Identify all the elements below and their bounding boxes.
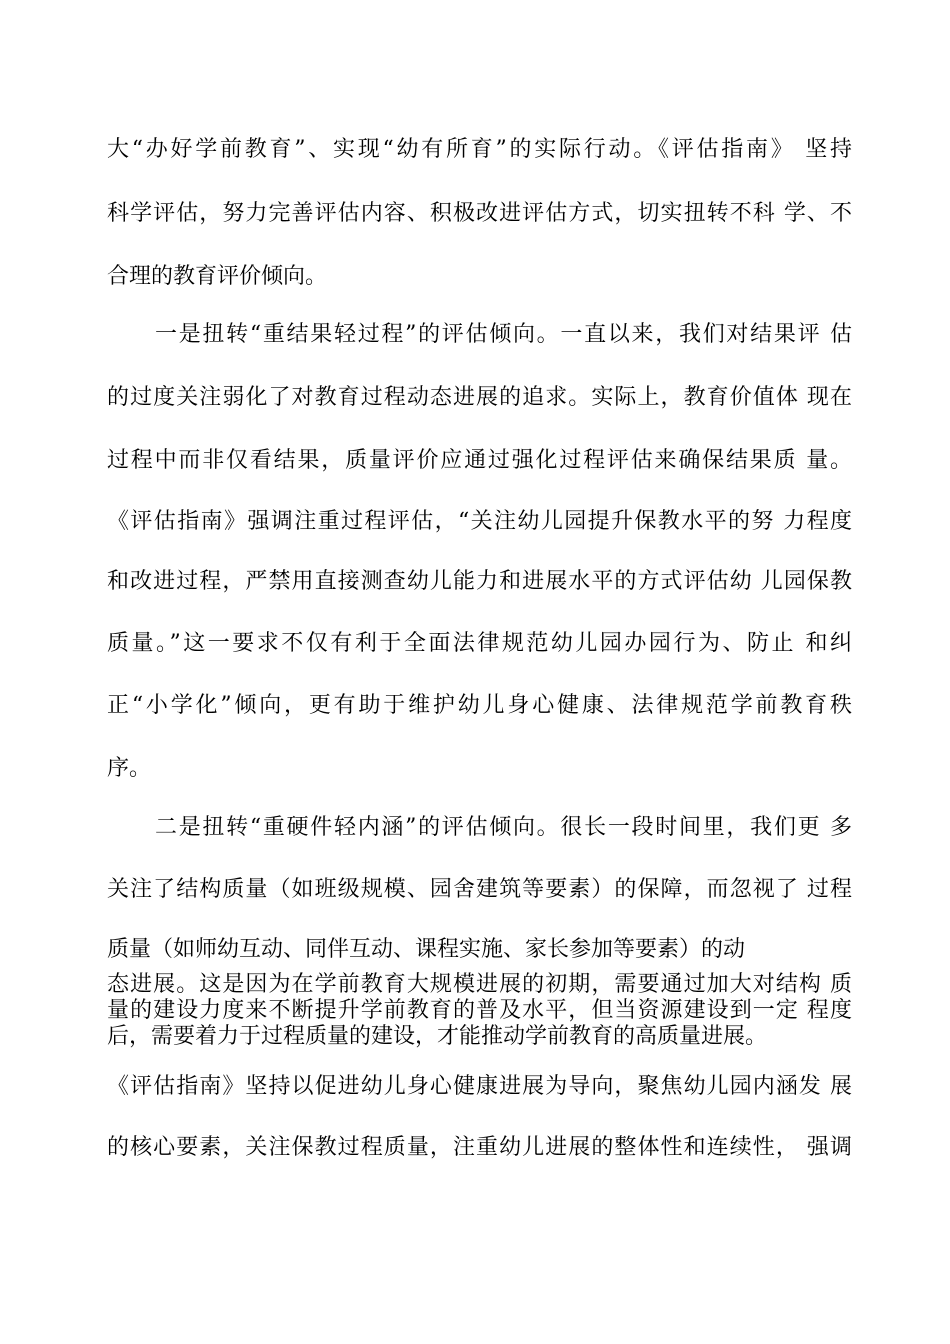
text-line: 量的建设力度来不断提升学前教育的普及水平，但当资源建设到一定 程度 [107,998,852,1023]
text-line: 和改进过程，严禁用直接测查幼儿能力和进展水平的方式评估幼 儿园保教 [107,569,852,594]
text-line: 的核心要素，关注保教过程质量，注重幼儿进展的整体性和连续性， 强调 [107,1135,852,1160]
text-line: 序。 [107,756,152,781]
text-line: 关注了结构质量（如班级规模、园舍建筑等要素）的保障，而忽视了 过程 [107,877,852,902]
text-line: 《评估指南》坚持以促进幼儿身心健康进展为导向，聚焦幼儿园内涵发 展 [107,1074,852,1099]
text-line: 后，需要着力于过程质量的建设，才能推动学前教育的高质量进展。 [107,1024,768,1049]
text-line: 质量。”这一要求不仅有利于全面法律规范幼儿园办园行为、防止 和纠 [107,631,852,656]
text-line: 《评估指南》强调注重过程评估，“关注幼儿园提升保教水平的努 力程度 [107,509,852,534]
text-line: 二是扭转“重硬件轻内涵”的评估倾向。很长一段时间里，我们更 多 [155,815,852,840]
text-line: 合理的教育评价倾向。 [107,264,328,289]
text-line: 的过度关注弱化了对教育过程动态进展的追求。实际上，教育价值体 现在 [107,385,852,410]
text-line: 态进展。这是因为在学前教育大规模进展的初期，需要通过加大对结构 质 [107,972,852,997]
text-line: 过程中而非仅看结果，质量评价应通过强化过程评估来确保结果质 量。 [107,448,852,473]
text-line: 正“小学化”倾向，更有助于维护幼儿身心健康、法律规范学前教育秩 [107,693,852,718]
text-line: 质量（如师幼互动、同伴互动、课程实施、家长参加等要素）的动 [107,937,746,962]
text-line: 一是扭转“重结果轻过程”的评估倾向。一直以来，我们对结果评 估 [155,322,852,347]
text-line: 大“办好学前教育”、实现“幼有所育”的实际行动。《评估指南》 坚持 [107,137,852,162]
text-line: 科学评估，努力完善评估内容、积极改进评估方式，切实扭转不科 学、不 [107,201,852,226]
